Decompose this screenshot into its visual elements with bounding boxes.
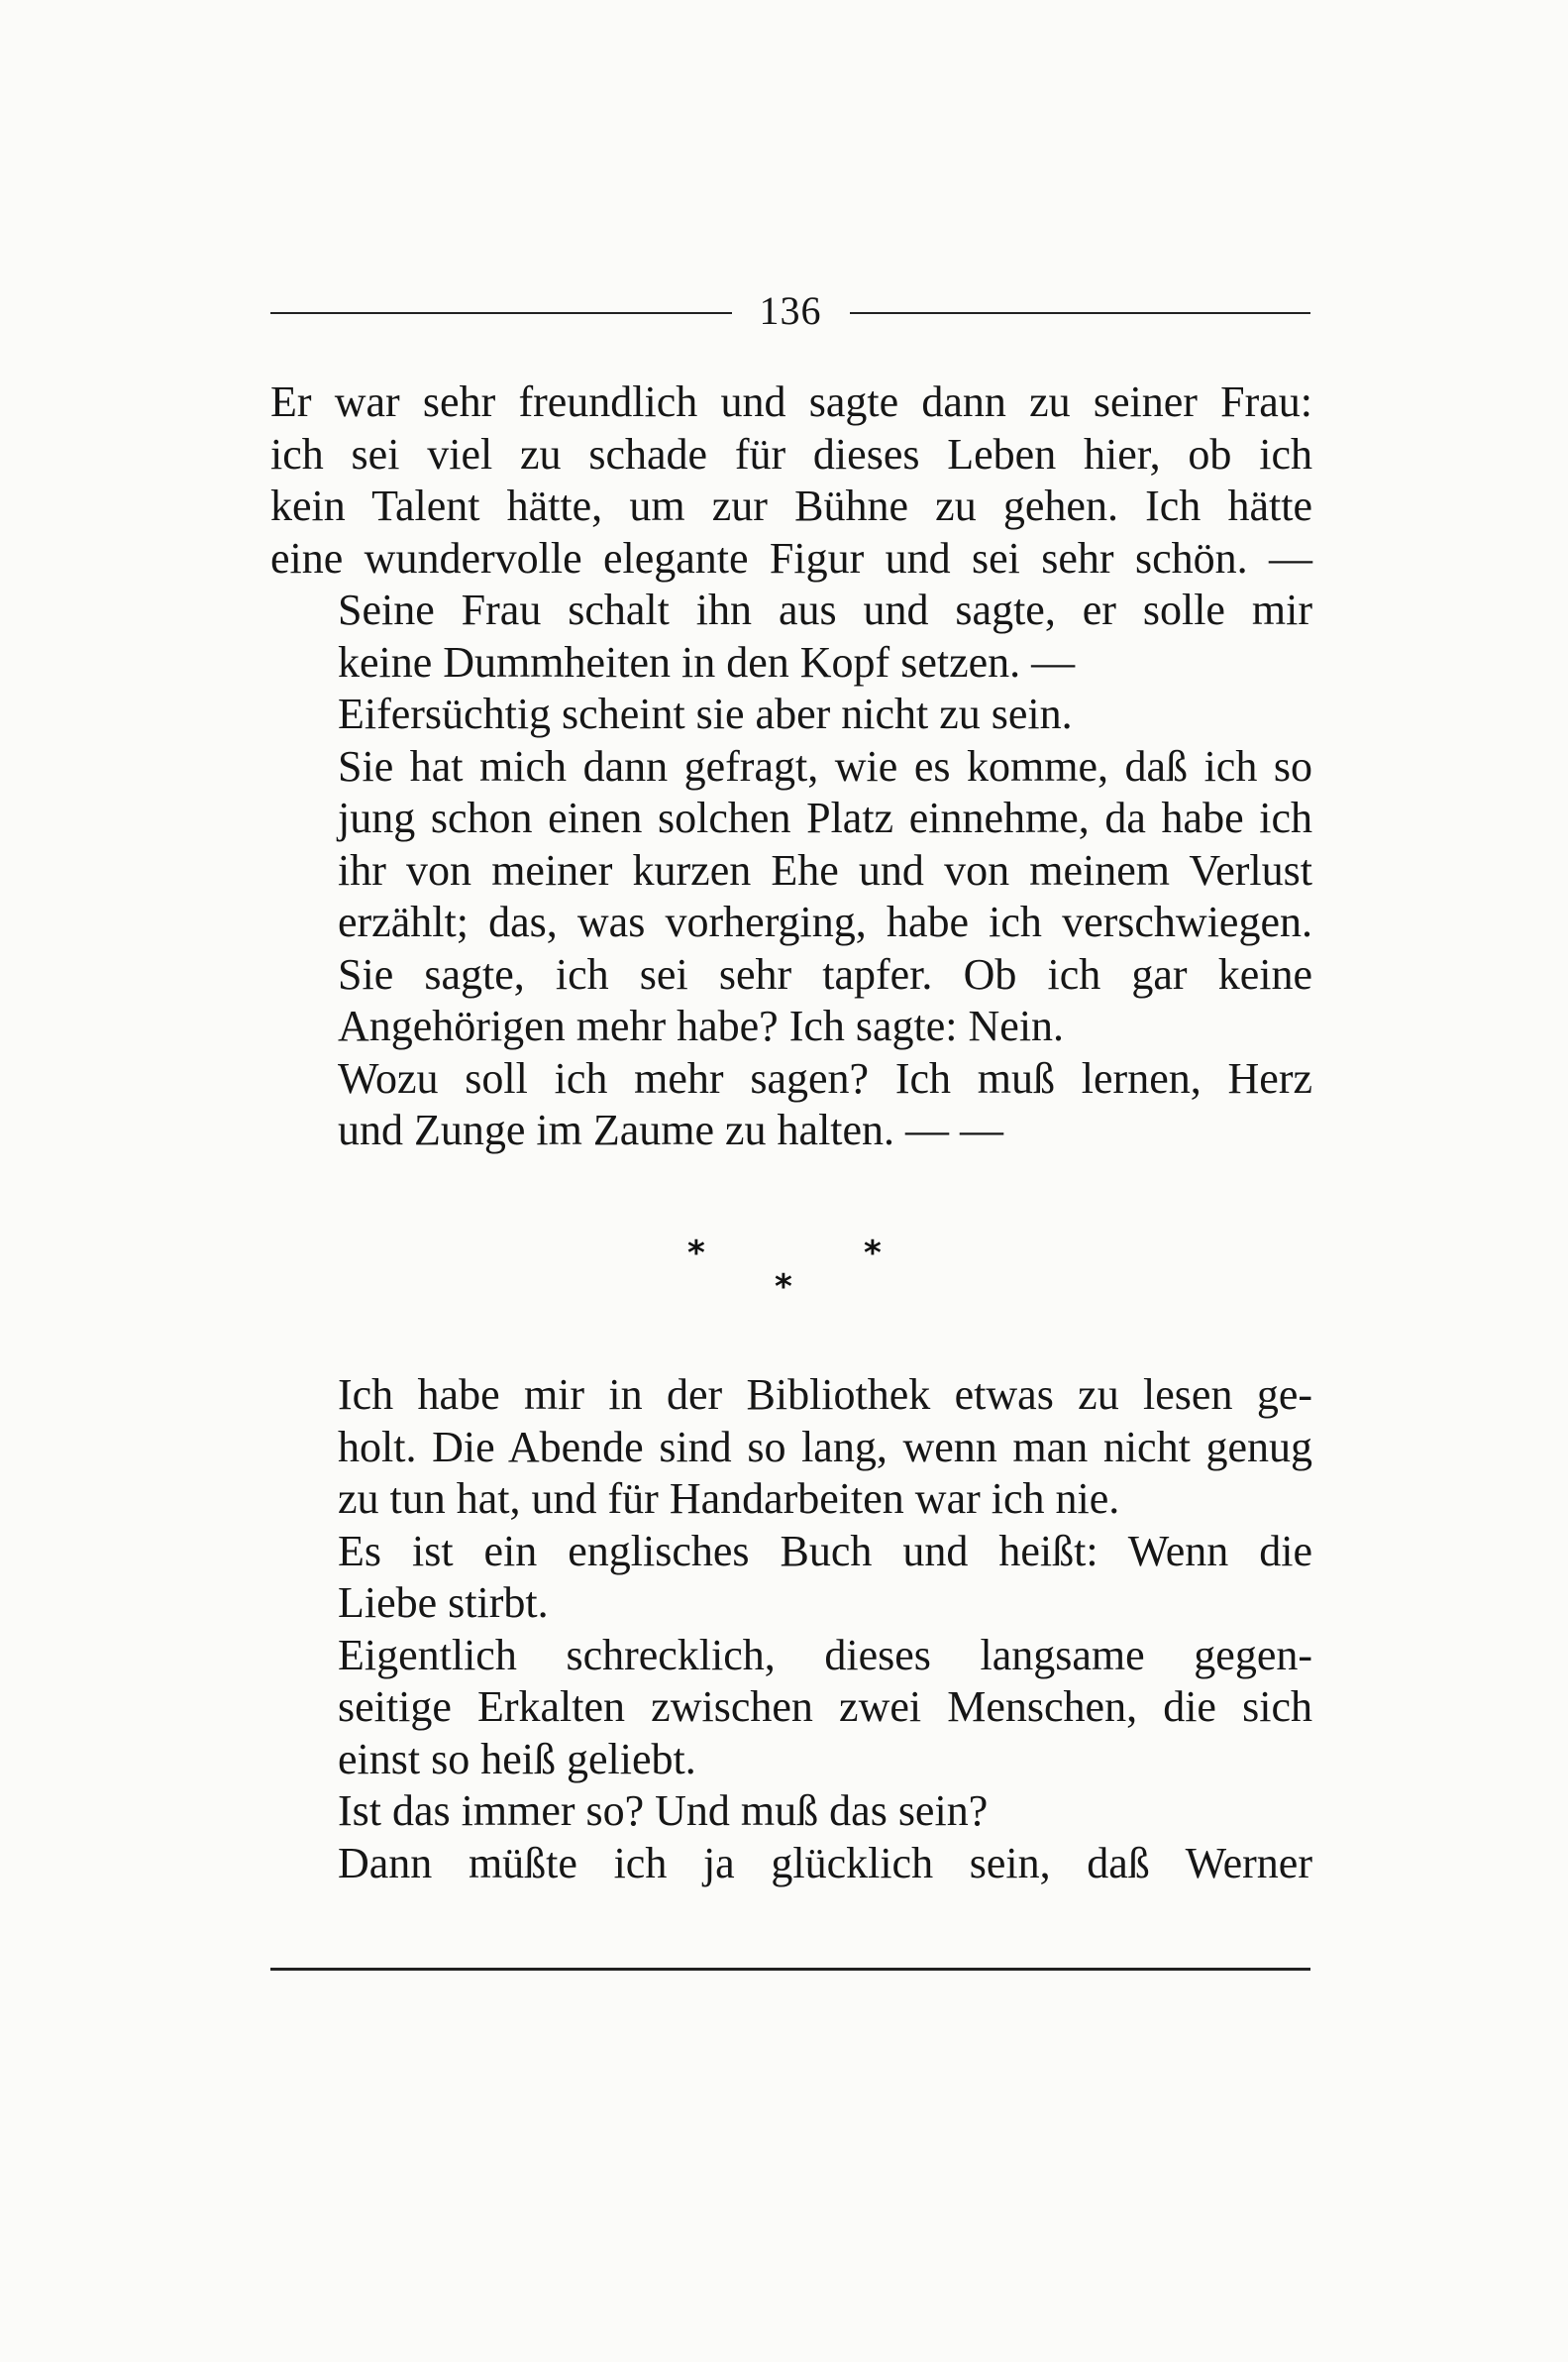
text-line: Angehörigen mehr habe? Ich sagte: Nein. xyxy=(338,1002,1065,1050)
text-line: kein Talent hätte, um zur Bühne zu gehen. Ich hätte xyxy=(270,482,1312,530)
text-line: eine wundervolle elegante Figur und sei sehr schön. — xyxy=(270,533,1312,583)
text-line: Sie hat mich dann gefragt, wie es komme, daß ich so xyxy=(338,741,1312,791)
text-line: holt. Die Abende sind so lang, wenn man nicht genug xyxy=(338,1422,1312,1471)
text-line: Er war sehr freundlich und sagte dann zu seiner Frau: xyxy=(270,377,1312,426)
text-line: Seine Frau schalt ihn aus und sagte, er solle mir xyxy=(338,586,1312,634)
text-line: einst so heiß geliebt. xyxy=(338,1734,696,1783)
section-two-text xyxy=(270,1369,1312,1889)
asterisk: * xyxy=(864,1234,882,1273)
paragraph xyxy=(270,689,1312,741)
paragraph xyxy=(270,585,1312,689)
text-line: zu tun hat, und für Handarbeiten war ich nie. xyxy=(338,1474,1120,1523)
paragraph xyxy=(270,741,1312,949)
text-line: Es ist ein englisches Buch und heißt: Wenn die xyxy=(338,1526,1312,1575)
text-line: Liebe stirbt. xyxy=(338,1578,549,1627)
paragraph xyxy=(270,1630,1312,1786)
asterisk: * xyxy=(687,1234,705,1273)
text-line: Ist das immer so? Und muß das sein? xyxy=(338,1786,989,1835)
header-rule-left xyxy=(270,312,732,314)
header-rule-right xyxy=(850,312,1311,314)
text-line: und Zunge im Zaume zu halten. — — xyxy=(338,1106,1004,1154)
text-line: ihr von meiner kurzen Ehe und von meinem Verlust xyxy=(338,845,1312,895)
text-line: keine Dummheiten in den Kopf setzen. — xyxy=(338,637,1076,687)
paragraph xyxy=(270,1838,1312,1890)
footer-rule xyxy=(270,1968,1310,1971)
paragraph xyxy=(270,376,1312,585)
paragraph xyxy=(270,949,1312,1053)
section-break-asterisks xyxy=(654,1234,911,1313)
paragraph xyxy=(270,1785,1312,1838)
text-line: Wozu soll ich mehr sagen? Ich muß lernen, Herz xyxy=(338,1053,1312,1103)
text-line: Sie sagte, ich sei sehr tapfer. Ob ich gar keine xyxy=(338,949,1312,999)
asterisk: * xyxy=(775,1267,792,1307)
paragraph xyxy=(270,1053,1312,1157)
text-line: erzählt; das, was vorherging, habe ich verschwiegen. xyxy=(338,898,1312,946)
text-line: Eifersüchtig scheint sie aber nicht zu sein. xyxy=(338,690,1073,738)
text-line: Eigentlich schrecklich, dieses langsame gegen- xyxy=(338,1630,1312,1679)
text-line: Dann müßte ich ja glücklich sein, daß Werner xyxy=(338,1838,1312,1887)
page-header xyxy=(270,282,1310,338)
text-line: seitige Erkalten zwischen zwei Menschen, die sich xyxy=(338,1682,1312,1731)
section-one-text xyxy=(270,376,1312,1157)
paragraph xyxy=(270,1369,1312,1526)
paragraph xyxy=(270,1526,1312,1630)
text-line: Ich habe mir in der Bibliothek etwas zu lesen ge- xyxy=(338,1370,1312,1419)
page-number: 136 xyxy=(759,287,822,333)
text-line: jung schon einen solchen Platz einnehme, da habe ich xyxy=(338,794,1312,842)
text-line: ich sei viel zu schade für dieses Leben hier, ob ich xyxy=(270,429,1312,479)
